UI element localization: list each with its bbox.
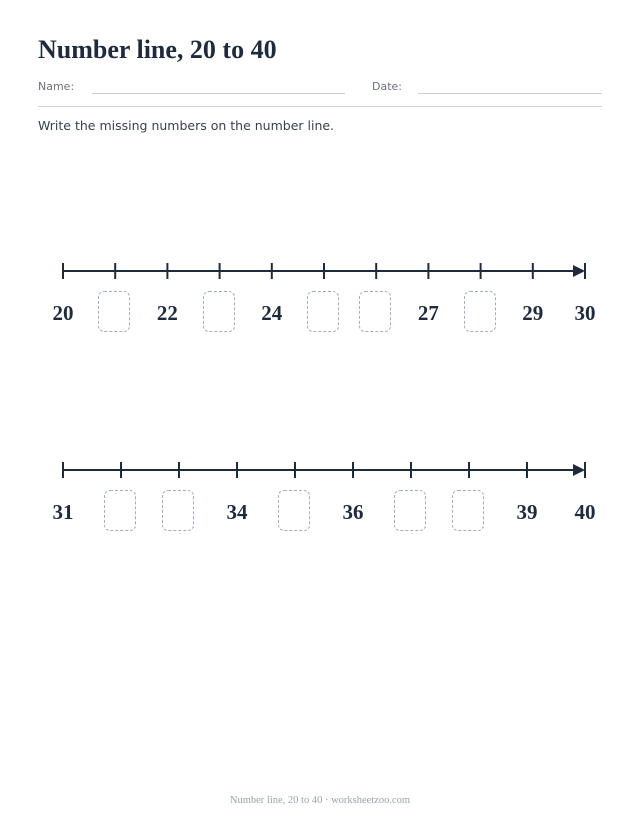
number-line-2	[0, 439, 640, 529]
answer-box[interactable]	[98, 291, 130, 332]
name-label: Name:	[38, 80, 75, 93]
answer-box[interactable]	[464, 291, 496, 332]
answer-box[interactable]	[104, 490, 136, 531]
tick-label: 31	[52, 500, 74, 524]
footer: Number line, 20 to 40 · worksheetzoo.com	[229, 795, 411, 806]
answer-box[interactable]	[162, 490, 194, 531]
worksheet-title: Number line, 20 to 40	[38, 35, 277, 64]
number-line-1	[0, 240, 640, 330]
answer-box[interactable]	[359, 291, 391, 332]
answer-box[interactable]	[203, 291, 235, 332]
tick-label: 39	[516, 500, 538, 524]
name-field[interactable]	[92, 93, 345, 94]
date-field[interactable]	[418, 93, 602, 94]
answer-box[interactable]	[452, 490, 484, 531]
tick-label: 22	[156, 301, 178, 325]
name-date-header	[38, 78, 602, 107]
tick-label: 30	[574, 301, 596, 325]
tick-label: 36	[342, 500, 364, 524]
tick-label: 40	[574, 500, 596, 524]
arrow-head-icon	[573, 464, 585, 476]
answer-box[interactable]	[278, 490, 310, 531]
instructions: Write the missing numbers on the number line.	[38, 118, 335, 133]
arrow-head-icon	[573, 265, 585, 277]
answer-box[interactable]	[307, 291, 339, 332]
answer-box[interactable]	[394, 490, 426, 531]
date-label: Date:	[372, 80, 402, 93]
tick-label: 27	[417, 301, 439, 325]
tick-label: 29	[522, 301, 544, 325]
tick-label: 24	[261, 301, 283, 325]
tick-label: 20	[52, 301, 74, 325]
tick-label: 34	[226, 500, 248, 524]
